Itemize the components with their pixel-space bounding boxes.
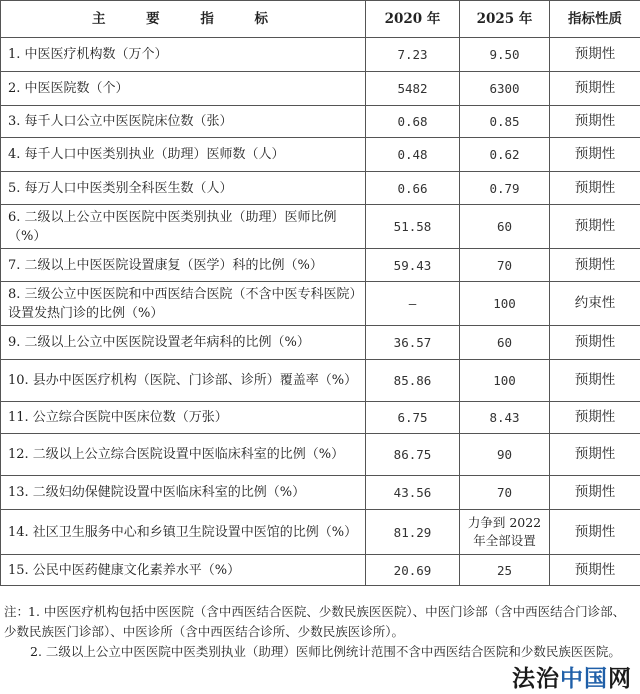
- table-row: [1, 510, 640, 555]
- value-2025-cell: 100: [460, 282, 550, 326]
- table-row: [1, 326, 640, 360]
- table-row: [1, 476, 640, 510]
- value-2025-cell: 60: [460, 326, 550, 360]
- nature-cell: 预期性: [550, 205, 640, 249]
- value-2020-cell: 86.75: [366, 434, 460, 476]
- note-1: [4, 602, 636, 642]
- table-row: [1, 434, 640, 476]
- value-2020-cell: 51.58: [366, 205, 460, 249]
- table-row: [1, 282, 640, 326]
- indicator-cell: 2. 中医医院数（个）: [1, 72, 366, 106]
- value-2020-cell: 6.75: [366, 402, 460, 434]
- indicator-cell: 1. 中医医疗机构数（万个）: [1, 38, 366, 72]
- header-nature: 指标性质: [550, 1, 640, 38]
- header-year-2020: 2020 年: [366, 1, 460, 38]
- table-row: [1, 205, 640, 249]
- value-2020-cell: 43.56: [366, 476, 460, 510]
- note-2: [4, 642, 636, 662]
- indicator-cell: 13. 二级妇幼保健院设置中医临床科室的比例（%）: [1, 476, 366, 510]
- nature-cell: 预期性: [550, 360, 640, 402]
- value-2020-cell: 59.43: [366, 249, 460, 282]
- indicator-cell: 15. 公民中医药健康文化素养水平（%）: [1, 555, 366, 586]
- watermark-logo: [512, 660, 632, 693]
- indicator-cell: 7. 二级以上中医医院设置康复（医学）科的比例（%）: [1, 249, 366, 282]
- table-row: [1, 138, 640, 172]
- nature-cell: 预期性: [550, 38, 640, 72]
- nature-cell: 预期性: [550, 138, 640, 172]
- value-2020-cell: 20.69: [366, 555, 460, 586]
- watermark-text-black: 法治: [512, 666, 560, 692]
- value-2025-cell: 9.50: [460, 38, 550, 72]
- table-row: [1, 555, 640, 586]
- value-2020-cell: 36.57: [366, 326, 460, 360]
- table-notes: [4, 602, 636, 662]
- value-2020-cell: 81.29: [366, 510, 460, 555]
- value-2020-cell: 7.23: [366, 38, 460, 72]
- value-2025-cell: 8.43: [460, 402, 550, 434]
- value-2020-cell: 0.48: [366, 138, 460, 172]
- value-2020-cell: 5482: [366, 72, 460, 106]
- value-2020-cell: —: [366, 282, 460, 326]
- table-row: [1, 402, 640, 434]
- indicator-cell: 11. 公立综合医院中医床位数（万张）: [1, 402, 366, 434]
- table-row: [1, 249, 640, 282]
- indicator-cell: 6. 二级以上公立中医医院中医类别执业（助理）医师比例（%）: [1, 205, 366, 249]
- nature-cell: 预期性: [550, 249, 640, 282]
- nature-cell: 约束性: [550, 282, 640, 326]
- nature-cell: 预期性: [550, 326, 640, 360]
- notes-label: 注：: [4, 604, 30, 619]
- nature-cell: 预期性: [550, 106, 640, 138]
- indicator-cell: 10. 县办中医医疗机构（医院、门诊部、诊所）覆盖率（%）: [1, 360, 366, 402]
- value-2025-cell: 70: [460, 476, 550, 510]
- value-2025-cell: 90: [460, 434, 550, 476]
- table-row: [1, 360, 640, 402]
- table-row: [1, 38, 640, 72]
- table-row: [1, 172, 640, 205]
- table-header-row: [1, 1, 640, 38]
- nature-cell: 预期性: [550, 402, 640, 434]
- value-2025-cell: 力争到 2022 年全部设置: [460, 510, 550, 555]
- value-2025-cell: 0.85: [460, 106, 550, 138]
- indicator-cell: 8. 三级公立中医医院和中西医结合医院（不含中医专科医院）设置发热门诊的比例（%）: [1, 282, 366, 326]
- note-2-text: 2. 二级以上公立中医医院中医类别执业（助理）医师比例统计范围不含中西医结合医院和少数民族医医院。: [30, 644, 621, 659]
- value-2025-cell: 25: [460, 555, 550, 586]
- value-2025-cell: 70: [460, 249, 550, 282]
- indicator-cell: 4. 每千人口中医类别执业（助理）医师数（人）: [1, 138, 366, 172]
- indicator-cell: 3. 每千人口公立中医医院床位数（张）: [1, 106, 366, 138]
- header-indicator: 主 要 指 标: [1, 1, 366, 38]
- indicator-cell: 9. 二级以上公立中医医院设置老年病科的比例（%）: [1, 326, 366, 360]
- note-1-text: 1. 中医医疗机构包括中医医院（含中西医结合医院、少数民族医医院）、中医门诊部（含中西医结合门诊部、少数民族医门诊部）、中医诊所（含中西医结合诊所、少数民族医诊所）。: [4, 604, 626, 639]
- value-2020-cell: 85.86: [366, 360, 460, 402]
- value-2020-cell: 0.66: [366, 172, 460, 205]
- nature-cell: 预期性: [550, 510, 640, 555]
- indicator-cell: 12. 二级以上公立综合医院设置中医临床科室的比例（%）: [1, 434, 366, 476]
- value-2025-cell: 6300: [460, 72, 550, 106]
- nature-cell: 预期性: [550, 172, 640, 205]
- table-row: [1, 72, 640, 106]
- indicator-cell: 5. 每万人口中医类别全科医生数（人）: [1, 172, 366, 205]
- nature-cell: 预期性: [550, 476, 640, 510]
- value-2020-cell: 0.68: [366, 106, 460, 138]
- nature-cell: 预期性: [550, 555, 640, 586]
- watermark-text-end: 网: [608, 666, 632, 692]
- nature-cell: 预期性: [550, 434, 640, 476]
- table-row: [1, 106, 640, 138]
- value-2025-cell: 60: [460, 205, 550, 249]
- watermark-text-blue: 中国: [560, 666, 608, 692]
- value-2025-cell: 100: [460, 360, 550, 402]
- indicator-cell: 14. 社区卫生服务中心和乡镇卫生院设置中医馆的比例（%）: [1, 510, 366, 555]
- nature-cell: 预期性: [550, 72, 640, 106]
- value-2025-cell: 0.79: [460, 172, 550, 205]
- header-year-2025: 2025 年: [460, 1, 550, 38]
- value-2025-cell: 0.62: [460, 138, 550, 172]
